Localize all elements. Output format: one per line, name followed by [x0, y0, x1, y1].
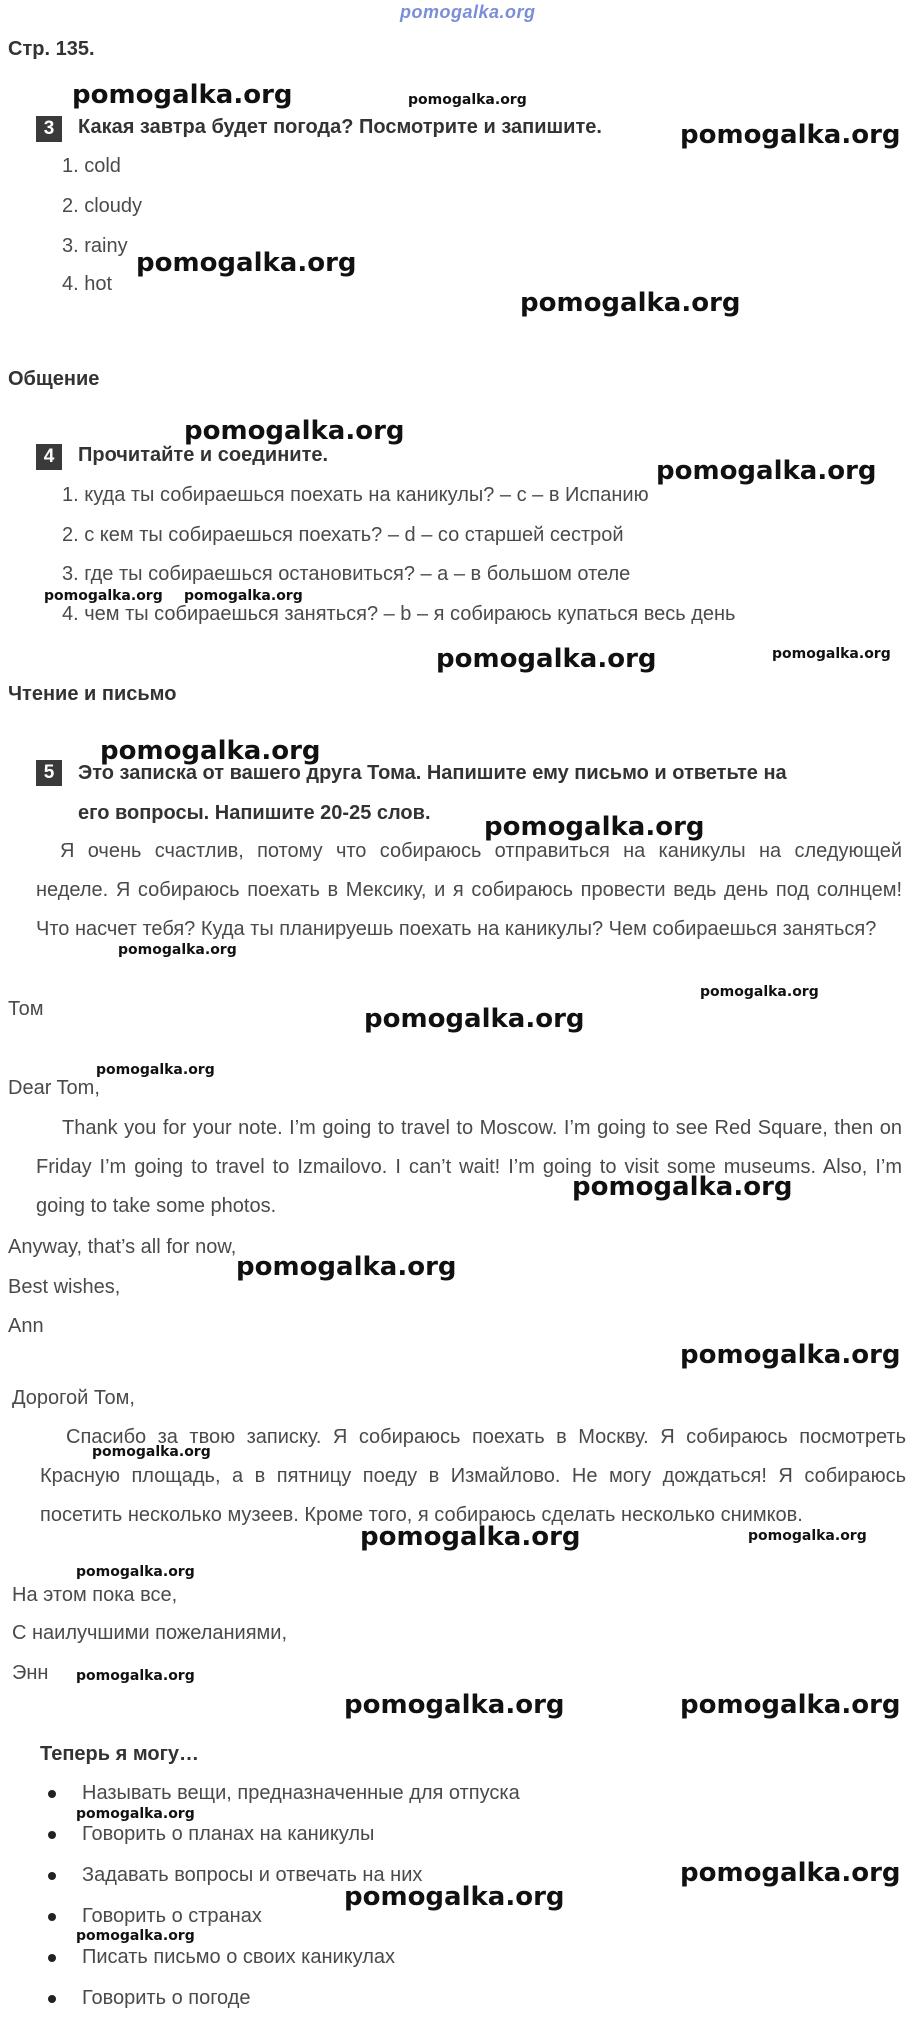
watermark: pomogalka.org	[680, 1690, 901, 1720]
task-3-number-badge: 3	[36, 116, 62, 142]
summary-item: Говорить о странах	[82, 1905, 262, 1927]
watermark: pomogalka.org	[136, 248, 357, 278]
task-4-item: 1. куда ты собираешься поехать на каникулы? – c – в Испанию	[62, 484, 649, 506]
section-heading-communication: Общение	[8, 368, 100, 390]
letter-ru-greeting: Дорогой Том,	[12, 1387, 135, 1409]
task-3-item: 3. rainy	[62, 235, 128, 257]
watermark: pomogalka.org	[772, 646, 891, 662]
watermark: pomogalka.org	[700, 984, 819, 1000]
watermark: pomogalka.org	[184, 416, 405, 446]
watermark: pomogalka.org	[118, 942, 237, 958]
task-3-item: 1. cold	[62, 155, 121, 177]
watermark: pomogalka.org	[680, 120, 901, 150]
task-4-title: Прочитайте и соедините.	[78, 444, 329, 466]
watermark: pomogalka.org	[72, 80, 293, 110]
watermark: pomogalka.org	[748, 1528, 867, 1544]
watermark: pomogalka.org	[484, 812, 705, 842]
watermark: pomogalka.org	[360, 1522, 581, 1552]
watermark: pomogalka.org	[364, 1004, 585, 1034]
letter-ru-closing: На этом пока все,	[12, 1584, 178, 1606]
letter-ru-body: Спасибо за твою записку. Я собираюсь поехать в Москву. Я собираюсь посмотреть Красную площадь, а в пятницу поеду в Измайлово. Не могу дождаться! Я собираюсь посетить несколько музеев. Кроме того, я собираюсь сделать несколько снимков.	[40, 1426, 906, 1526]
task-3-item: 2. cloudy	[62, 195, 143, 217]
summary-item: Называть вещи, предназначенные для отпуска	[82, 1782, 520, 1804]
watermark: pomogalka.org	[680, 1858, 901, 1888]
task-4-number-badge: 4	[36, 444, 62, 470]
letter-en-closing: Best wishes,	[8, 1276, 121, 1298]
letter-en-signature: Ann	[8, 1315, 44, 1337]
watermark: pomogalka.org	[656, 456, 877, 486]
watermark: pomogalka.org	[344, 1882, 565, 1912]
watermark: pomogalka.org	[76, 1564, 195, 1580]
bullet-dot	[48, 1872, 56, 1880]
letter-en-body: Thank you for your note. I’m going to travel to Moscow. I’m going to see Red Square, then on Friday I’m going to travel to Izmailovo. I can’t wait! I’m going to visit some museums. Also, I’m going to take some photos.	[36, 1117, 902, 1217]
watermark: pomogalka.org	[44, 588, 163, 604]
task-3-item: 4. hot	[62, 273, 113, 295]
bullet-dot	[48, 1913, 56, 1921]
bullet-dot	[48, 1954, 56, 1962]
watermark: pomogalka.org	[572, 1172, 793, 1202]
watermark: pomogalka.org	[680, 1340, 901, 1370]
task-5-number-badge: 5	[36, 760, 62, 786]
watermark: pomogalka.org	[96, 1062, 215, 1078]
letter-ru-signature: Энн	[12, 1662, 49, 1684]
summary-item: Писать письмо о своих каникулах	[82, 1946, 396, 1968]
page-reference: Стр. 135.	[8, 38, 95, 60]
section-heading-reading-writing: Чтение и письмо	[8, 683, 177, 705]
tom-note-text: Я очень счастлив, потому что собираюсь отправиться на каникулы на следующей неделе. Я собираюсь поехать в Мексику, и я собираюсь провести ведь день под солнцем! Что насчет тебя? Куда ты планируешь поехать на каникулы? Чем собираешься заняться?	[36, 840, 902, 940]
bullet-dot	[48, 1995, 56, 2003]
task-4-item: 3. где ты собираешься остановиться? – a – в большом отеле	[62, 563, 631, 585]
task-5-title-line-1: Это записка от вашего друга Тома. Напишите ему письмо и ответьте на	[78, 762, 787, 784]
bullet-dot	[48, 1790, 56, 1798]
bullet-dot	[48, 1831, 56, 1839]
task-5-title-line-2: его вопросы. Напишите 20-25 слов.	[78, 802, 431, 824]
watermark: pomogalka.org	[92, 1444, 211, 1460]
watermark: pomogalka.org	[436, 644, 657, 674]
task-4-item: 4. чем ты собираешься заняться? – b – я собираюсь купаться весь день	[62, 603, 736, 625]
summary-item: Задавать вопросы и отвечать на них	[82, 1864, 423, 1886]
watermark: pomogalka.org	[344, 1690, 565, 1720]
watermark: pomogalka.org	[76, 1928, 195, 1944]
site-logo: pomogalka.org	[400, 2, 536, 22]
summary-title: Теперь я могу…	[40, 1743, 200, 1765]
watermark: pomogalka.org	[520, 288, 741, 318]
tom-note-signature: Том	[8, 998, 44, 1020]
letter-en-closing: Anyway, that’s all for now,	[8, 1236, 237, 1258]
task-4-item: 2. с кем ты собираешься поехать? – d – со старшей сестрой	[62, 524, 624, 546]
letter-ru-closing: С наилучшими пожеланиями,	[12, 1622, 288, 1644]
watermark: pomogalka.org	[100, 736, 321, 766]
task-3-title: Какая завтра будет погода? Посмотрите и запишите.	[78, 116, 602, 138]
watermark: pomogalka.org	[76, 1668, 195, 1684]
watermark: pomogalka.org	[76, 1806, 195, 1822]
watermark: pomogalka.org	[408, 92, 527, 108]
letter-en-greeting: Dear Tom,	[8, 1077, 100, 1099]
watermark: pomogalka.org	[236, 1252, 457, 1282]
summary-item: Говорить о погоде	[82, 1987, 251, 2009]
watermark: pomogalka.org	[184, 588, 303, 604]
summary-item: Говорить о планах на каникулы	[82, 1823, 375, 1845]
